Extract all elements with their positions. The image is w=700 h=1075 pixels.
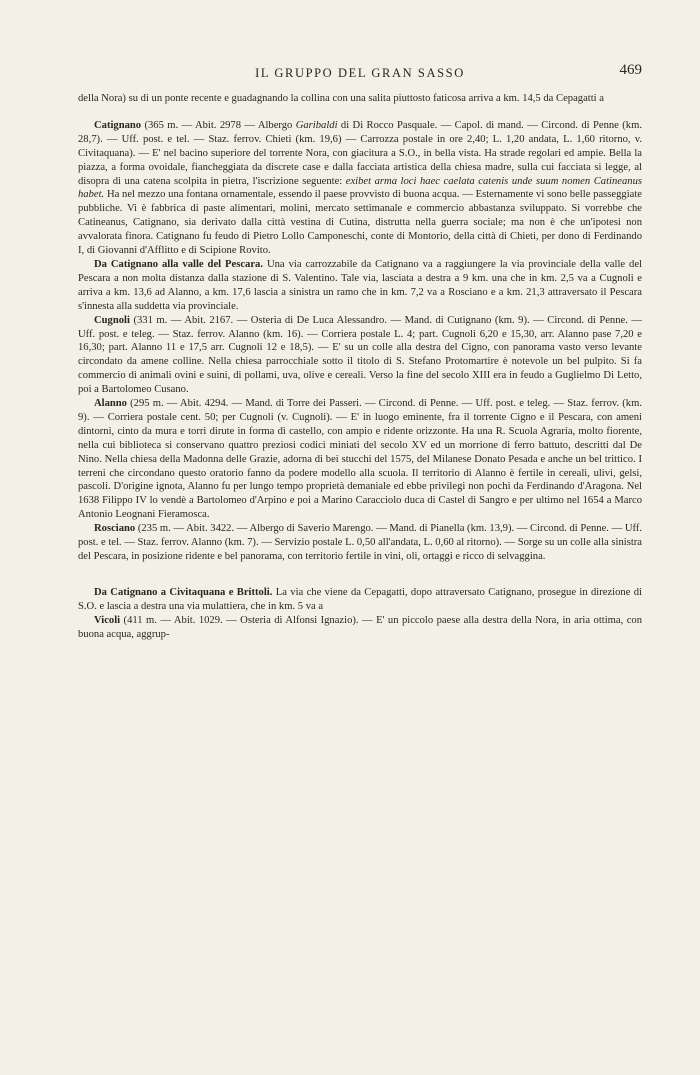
entry-title-catignano: Catignano	[94, 119, 142, 131]
catignano-inscription: exibet arma loci haec caelata catenis unde suum nomen Catineanus habet.	[78, 175, 642, 201]
route-brittoli-text: La via che viene da Cepagatti, dopo attraversato Catignano, prosegue in direzione di S.O. e lascia a destra una via mulattiera, che in km. 5 va a	[78, 586, 642, 612]
page-header	[78, 62, 642, 92]
entry-cugnoli	[78, 314, 642, 397]
entry-title-rosciano: Rosciano	[94, 523, 136, 535]
rosciano-text: (235 m. — Abit. 3422. — Albergo di Saverio Marengo. — Mand. di Pianella (km. 13,9). — Circond. di Penne. — Uff. post. e tel. — Staz. ferrov. Alanno (km. 7). — Servizio postale L. 0,50 all'andata, L. 0,60 al ritorno). — Sorge su un colle alla sinistra del Pescara, in posizione ridente e bel panorama, con territorio fertile in vini, oli, ortaggi e ricco di selvaggina.	[78, 523, 642, 562]
catignano-text-c: Ha nel mezzo una fontana ornamentale, essendo il paese provvisto di buona acqua. — Esternamente vi sono belle passeggiate pubbliche. Vi è fabbrica di paste alimentari, molini, mercato settimanale e commercio abbastanza sviluppato. Si vorrebbe che Catineanus, Catignano, sia derivato dalla città vestina di Cutina, distrutta nella guerra sociale; ma non è che un'ipotesi non avvalorata finora. Catignano fu feudo di Pietro Lollo Camponeschi, conte di Montorio, della città di Chieti, per dono di Ferdinando I, di Giovanni d'Afflitto e di Scipione Rovito.	[78, 189, 642, 257]
route-pescara	[78, 258, 642, 314]
alanno-text: (295 m. — Abit. 4294. — Mand. di Torre dei Passeri. — Circond. di Penne. — Uff. post. e teleg. — Staz. ferrov. (km. 9). — Corriera postale cent. 50; per Cugnoli (v. Cugnoli). — E' in luogo eminente, fra il torrente Cigno e il Pescara, con ameni dintorni, cinto da mura e torri dirute in forma di castello, con ampio e ridente orizzonte. Ha una R. Scuola Agraria, molto fiorente, nella cui biblioteca si conservano quattro preziosi codici miniati del secolo XV ed un morrione di ferro battuto, descritti dal De Nino. Nella chiesa della Madonna delle Grazie, adorna di bei stucchi del 1575, del Milanese Donato Pesada e anche un bel trittico. I terreni che circondano questo oratorio fanno da podere modello alla scuola. Il territorio di Alanno è fertile in cereali, ulivi, gelsi, pascoli. D'origine ignota, Alanno fu per lungo tempo proprietà demaniale ed ebbe privilegi non pochi da Ferdinando d'Aragona. Nel 1638 Filippo IV lo vendè a Bartolomeo d'Arpino e poi a Marino Caracciolo duca di Castel di Sangro e per ultimo nel 1654 a Marco Antonio Leognani Fieramosca.	[78, 398, 642, 521]
entry-rosciano	[78, 522, 642, 564]
entry-title-alanno: Alanno	[94, 398, 127, 410]
entry-catignano	[78, 119, 642, 258]
vicoli-text: (411 m. — Abit. 1029. — Osteria di Alfonsi Ignazio). — E' un piccolo paese alla destra della Nora, in aria ottima, con buona acqua, aggrup-	[78, 614, 642, 640]
route-pescara-heading: Da Catignano alla valle del Pescara.	[94, 258, 263, 270]
intro-paragraph: della Nora) su di un ponte recente e guadagnando la collina con una salita piuttosto faticosa arriva a km. 14,5 da Cepagatti a	[78, 93, 604, 104]
entry-vicoli	[78, 614, 642, 642]
entry-title-cugnoli: Cugnoli	[94, 314, 130, 326]
entry-title-vicoli: Vicoli	[94, 614, 121, 626]
route-brittoli-heading: Da Catignano a Civitaquana e Brittoli.	[94, 586, 273, 598]
route-pescara-text: Una via carrozzabile da Catignano va a raggiungere la via provinciale della valle del Pescara a non molta distanza dalla stazione di S. Valentino. Tale via, lasciata a destra a 9 km. una che in km. 2,5 va a Cugnoli e arriva a km. 13,6 ad Alanno, a km. 17,6 lascia a sinistra un ramo che in km. 7,2 va a Rosciano e a km. 21,3 attraversato il Pescara s'innesta alla suddetta via provinciale.	[78, 258, 642, 312]
page-number: 469	[619, 62, 642, 78]
catignano-albergo: Garibaldi	[295, 119, 338, 131]
catignano-text-a: (365 m. — Abit. 2978 — Albergo	[141, 119, 296, 131]
cugnoli-text: (331 m. — Abit. 2167. — Osteria di De Luca Alessandro. — Mand. di Cutignano (km. 9). — Circond. di Penne. — Uff. post. e teleg. — Staz. ferrov. Alanno (km. 16). — Corriera postale L. 4; part. Cugnoli 6,20 e 15,30, arr. Alanno pase 7,20 e 16,30; part. Alanno 11 e 17,5 arr. Cugnoli 12 e 18,5). — E' su un colle alla destra del Cigno, con panorama vasto verso levante circondato da amene colline. Nella chiesa parrocchiale sotto il titolo di S. Stefano Protomartire è notevole un bel pulpito. Si fa commercio di animali ovini e suini, di pollami, uva, olive e cereali. Verso la fine del secolo XIII era in feudo a Guglielmo Di Letto, poi a Bartolomeo Cusano.	[78, 314, 642, 396]
catignano-text-b: di Di Rocco Pasquale. — Capol. di mand. — Circond. di Penne (km. 28,7). — Uff. post. e tel. — Staz. ferrov. Chieti (km. 19,6) — Carrozza postale in ore 2,40; L. 1,20 andata, L. 1,60 ritorno, v. Civitaquana). — E' nel bacino superiore del torrente Nora, con giacitura a S.O., in bella vista. Ha strade regolari ed ampie. Bella la piazza, a forma ovoidale, fiancheggiata da discrete case e dalla facciata artistica della chiesa madre, sulla cui facciata si legge, al disopra di una catena scolpita in pietra, l'iscrizione seguente:	[78, 119, 642, 187]
running-title: IL GRUPPO DEL GRAN SASSO	[255, 66, 465, 80]
entry-alanno	[78, 397, 642, 522]
body-text	[78, 92, 642, 642]
route-brittoli	[78, 586, 642, 614]
